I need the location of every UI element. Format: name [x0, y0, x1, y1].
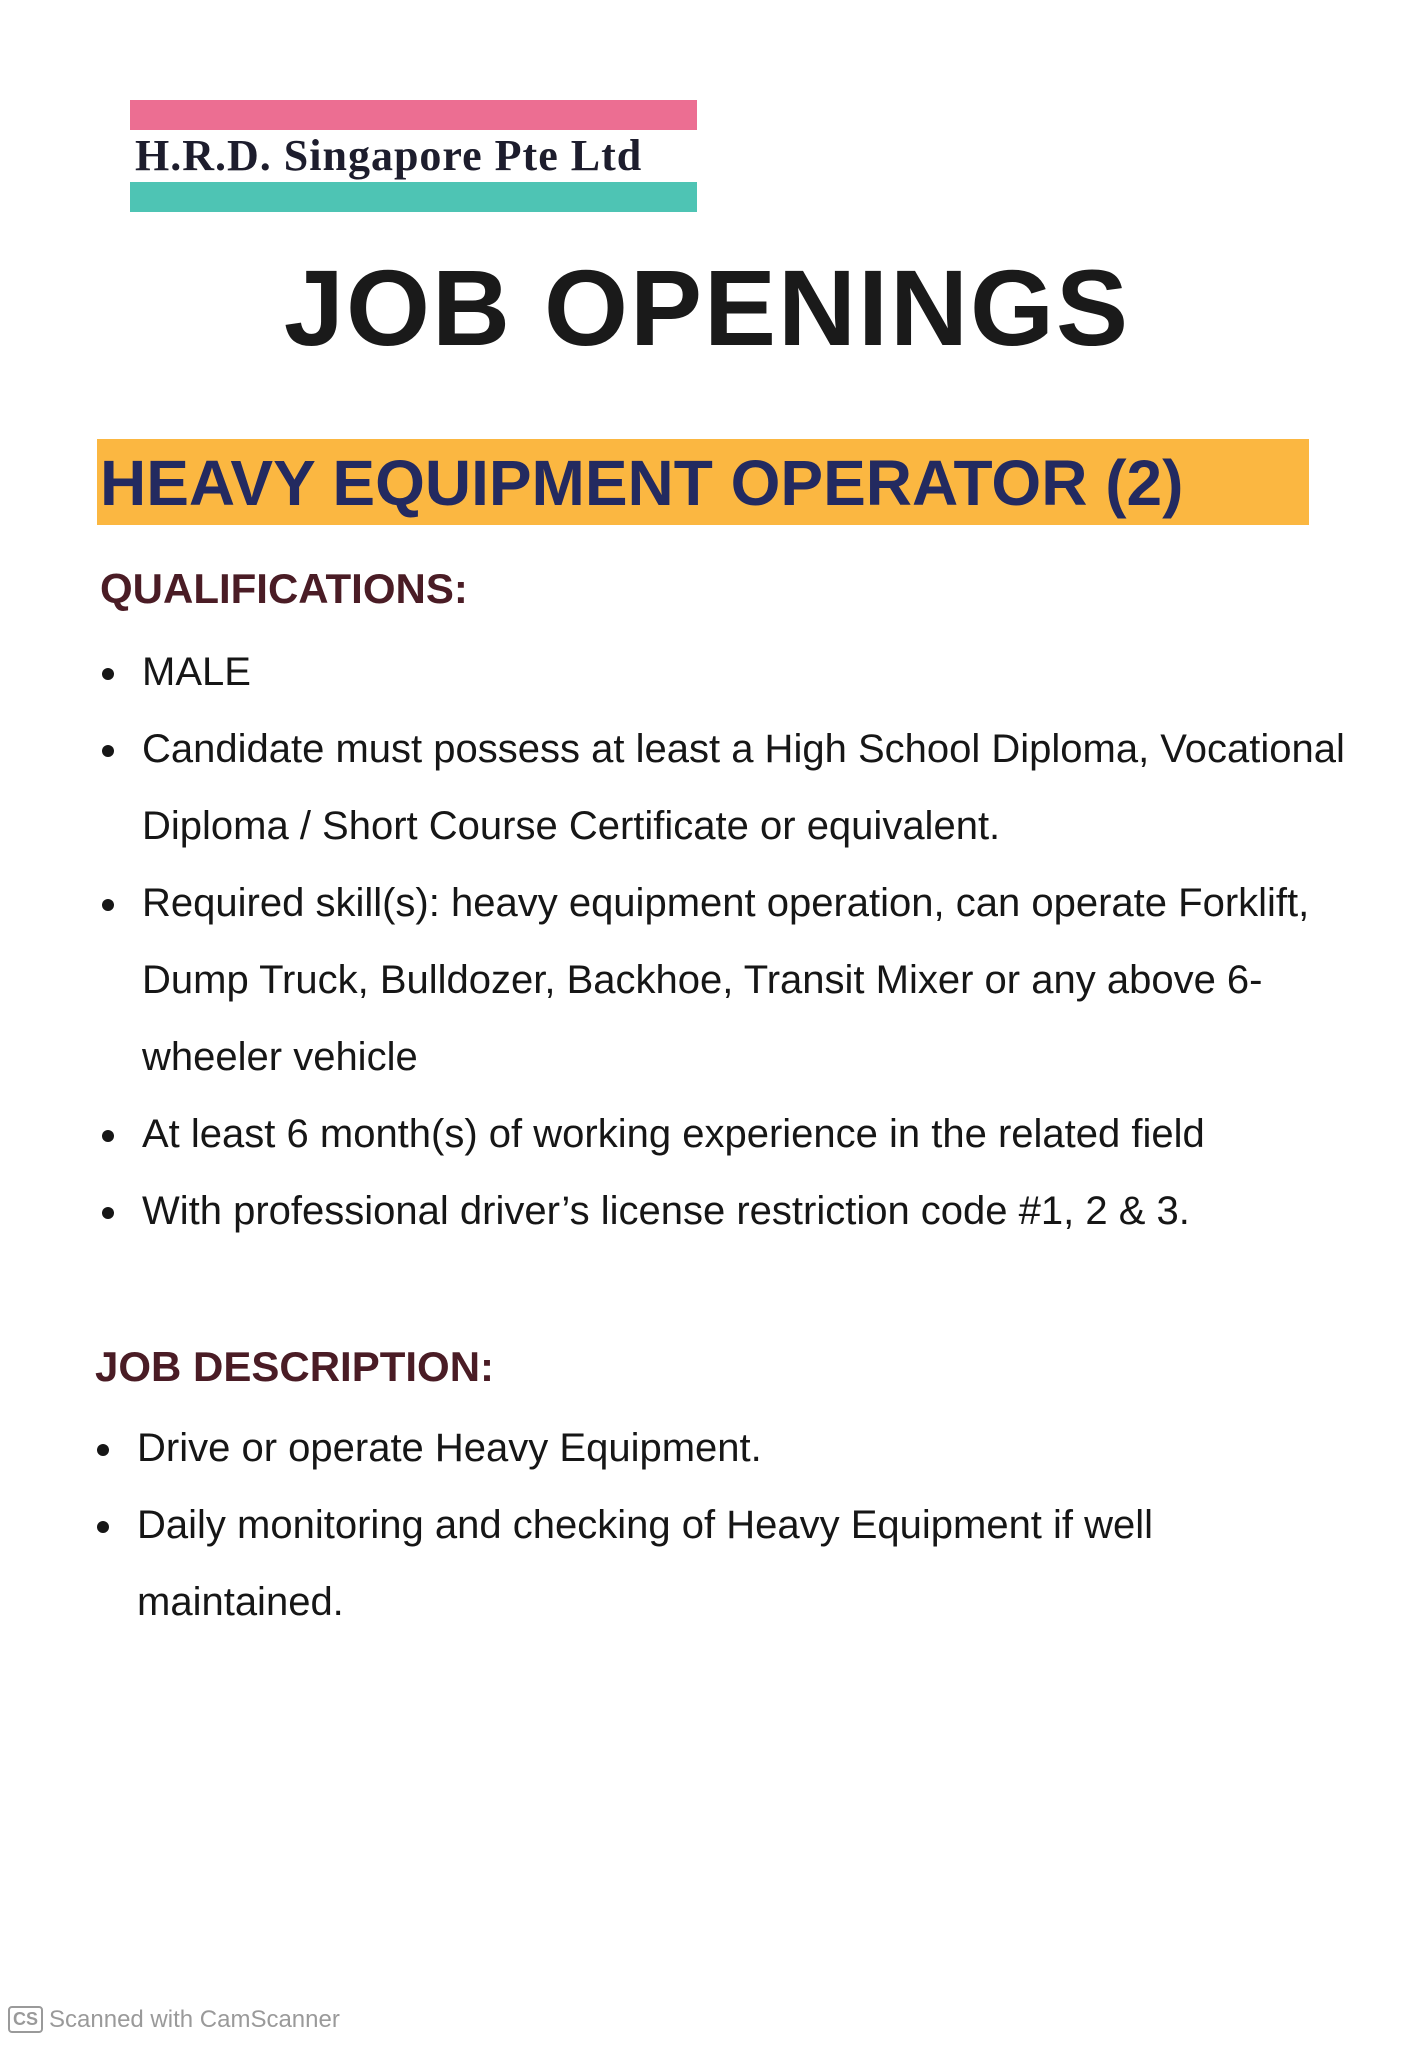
job-description-heading: JOB DESCRIPTION:: [95, 1343, 495, 1390]
list-item-text: At least 6 month(s) of working experience in the related field: [142, 1112, 1205, 1156]
list-item: [91, 1410, 1387, 1487]
list-item-text: Drive or operate Heavy Equipment.: [137, 1426, 762, 1470]
list-item: [96, 1096, 1392, 1173]
job-description-list: [91, 1410, 1387, 1641]
list-item: [96, 1173, 1392, 1250]
position-title: HEAVY EQUIPMENT OPERATOR (2): [100, 447, 1184, 519]
list-item-text: Daily monitoring and checking of Heavy Equipment if well maintained.: [137, 1503, 1154, 1624]
logo-teal-bar: [130, 182, 697, 212]
list-item-text: Candidate must possess at least a High School Diploma, Vocational Diploma / Short Course Certificate or equivalent.: [142, 727, 1345, 848]
page-title: JOB OPENINGS: [283, 247, 1131, 368]
list-item: [96, 634, 1392, 711]
bullet-icon: [102, 1130, 114, 1142]
scanner-watermark: [8, 2006, 340, 2034]
bullet-icon: [102, 899, 114, 911]
bullet-icon: [97, 1521, 109, 1533]
qualifications-list: [96, 634, 1392, 1250]
bullet-icon: [102, 1207, 114, 1219]
watermark-text: Scanned with CamScanner: [49, 2006, 340, 2033]
list-item: [96, 711, 1392, 865]
list-item-text: Required skill(s): heavy equipment operation, can operate Forklift, Dump Truck, Bulldozer, Backhoe, Transit Mixer or any above 6-wheeler vehicle: [142, 881, 1310, 1079]
qualifications-heading: QUALIFICATIONS:: [100, 565, 468, 612]
company-logo: [130, 100, 697, 212]
list-item-text: With professional driver’s license restriction code #1, 2 & 3.: [142, 1189, 1190, 1233]
logo-pink-bar: [130, 100, 697, 130]
company-name: H.R.D. Singapore Pte Ltd: [135, 131, 643, 180]
list-item: [96, 865, 1392, 1096]
bullet-icon: [102, 745, 114, 757]
list-item-text: MALE: [142, 650, 251, 694]
list-item: [91, 1487, 1307, 1641]
bullet-icon: [102, 668, 114, 680]
bullet-icon: [97, 1444, 109, 1456]
camscanner-icon: CS: [8, 2006, 43, 2033]
position-banner: [97, 439, 1309, 525]
